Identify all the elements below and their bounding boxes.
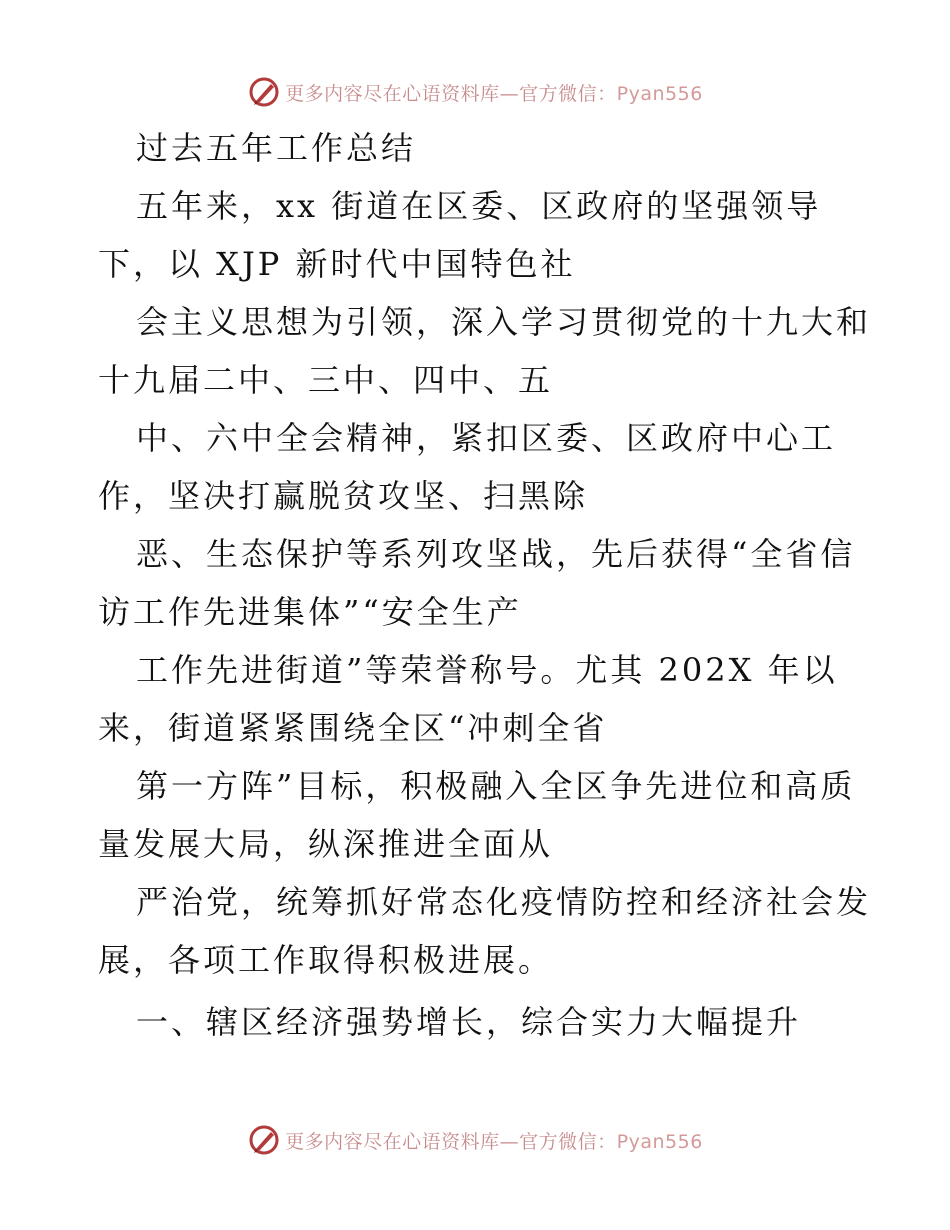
pen-logo-icon	[247, 75, 281, 109]
doc-line: 五年来，xx 街道在区委、区政府的坚强领导	[136, 187, 822, 225]
doc-line: 会主义思想为引领，深入学习贯彻党的十九大和	[136, 303, 872, 341]
pen-logo-icon	[247, 1123, 281, 1157]
section-heading: 一、辖区经济强势增长，综合实力大幅提升	[136, 1003, 802, 1041]
doc-line: 作，坚决打赢脱贫攻坚、扫黑除	[98, 477, 589, 515]
doc-line: 访工作先进集体”“安全生产	[98, 593, 522, 631]
header-watermark	[0, 72, 950, 112]
watermark-text: 更多内容尽在心语资料库—官方微信：Pyan556	[285, 1130, 703, 1153]
doc-line: 工作先进街道”等荣誉称号。尤其 202X 年以	[136, 651, 838, 689]
doc-line: 展，各项工作取得积极进展。	[98, 941, 554, 979]
doc-line: 十九届二中、三中、四中、五	[98, 361, 554, 399]
doc-line: 来，街道紧紧围绕全区“冲刺全省	[98, 709, 608, 747]
doc-line: 第一方阵”目标，积极融入全区争先进位和高质	[136, 767, 856, 805]
doc-line: 量发展大局，纵深推进全面从	[98, 825, 554, 863]
doc-line: 中、六中全会精神，紧扣区委、区政府中心工	[136, 419, 837, 457]
footer-watermark	[0, 1120, 950, 1160]
doc-line: 下，以 XJP 新时代中国特色社	[98, 245, 576, 283]
doc-line: 严治党，统筹抓好常态化疫情防控和经济社会发	[136, 883, 872, 921]
watermark-text: 更多内容尽在心语资料库—官方微信：Pyan556	[285, 82, 703, 105]
doc-title: 过去五年工作总结	[136, 129, 417, 167]
doc-line: 恶、生态保护等系列攻坚战，先后获得“全省信	[136, 535, 856, 573]
watermark-wechat-id: Pyan556	[616, 82, 703, 105]
watermark-wechat-id: Pyan556	[616, 1130, 703, 1153]
